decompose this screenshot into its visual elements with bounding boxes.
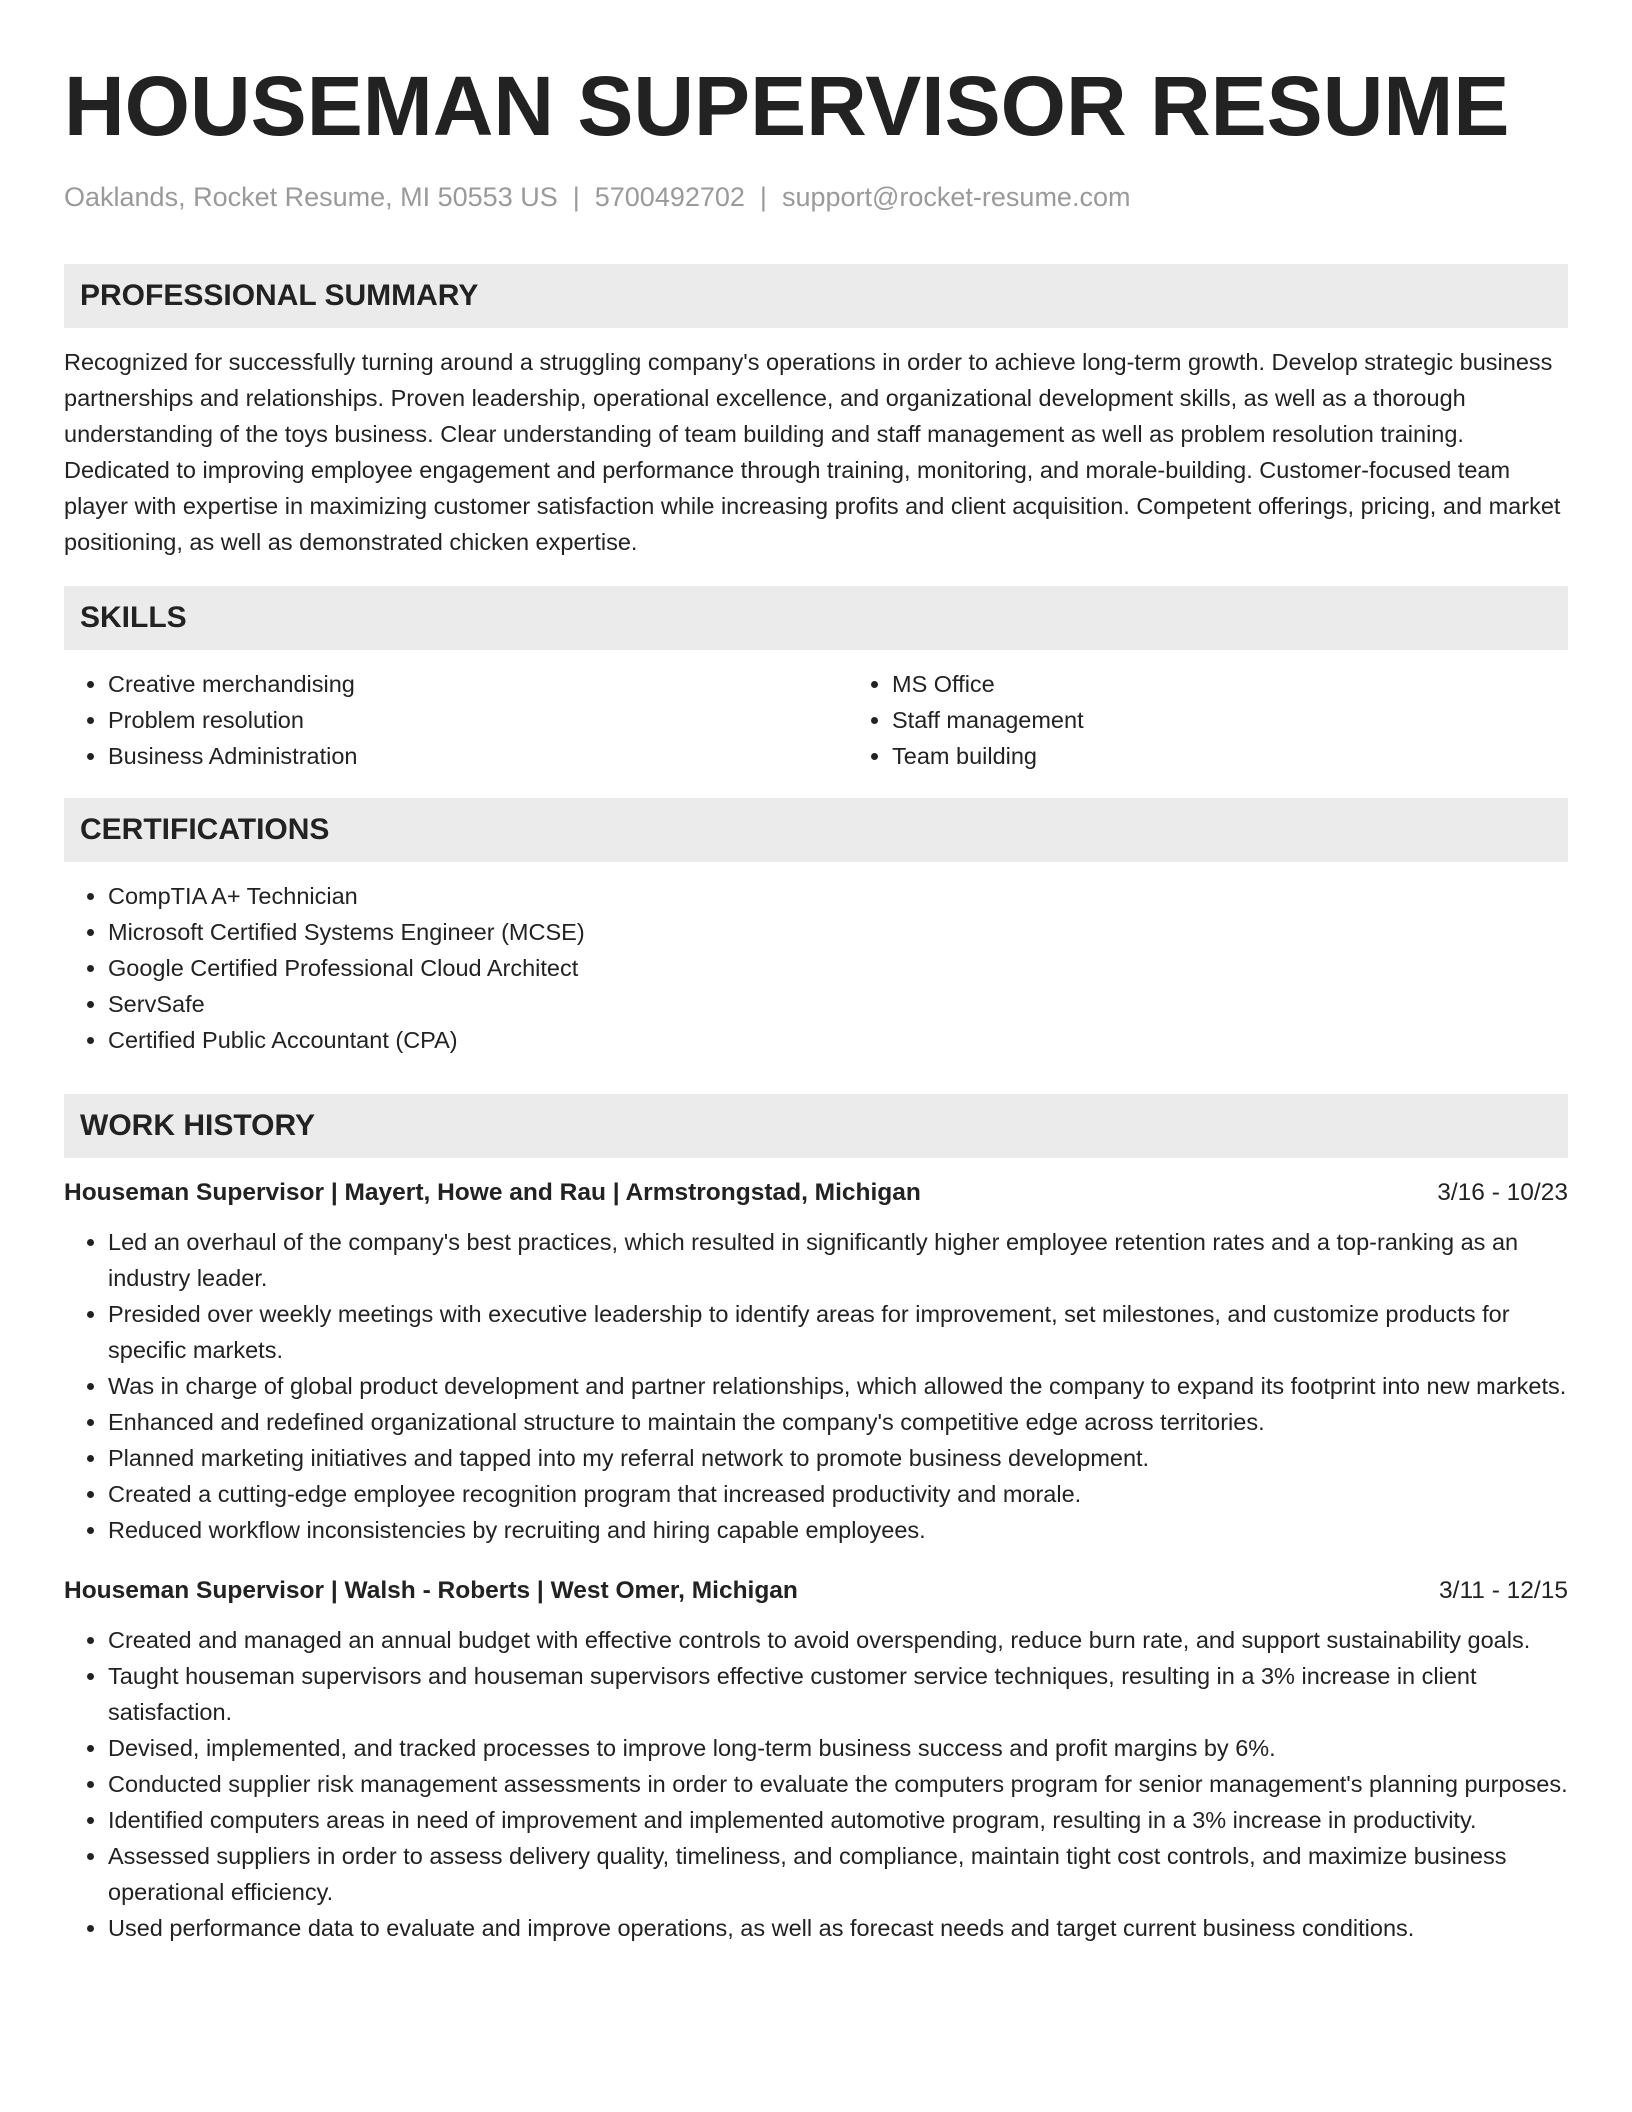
summary-section-header <box>64 264 1568 328</box>
job-bullet: • Enhanced and redefined organizational structure to maintain the company's competitive edge across territories. <box>108 1404 1568 1440</box>
skill-item: • Problem resolution <box>108 702 848 738</box>
job-header <box>64 1574 1568 1608</box>
summary-text: Recognized for successfully turning around a struggling company's operations in order to achieve long-term growth. Develop strategic business partnerships and relationships. Proven leadership, operational excellence, and organizational development skills, as well as a thorough understanding of the toys business. Clear understanding of team building and staff management as well as problem resolution training. Dedicated to improving employee engagement and performance through training, monitoring, and morale-building. Customer-focused team player with expertise in maximizing customer satisfaction while increasing profits and client acquisition. Competent offerings, pricing, and market positioning, as well as demonstrated chicken expertise. <box>64 349 1561 555</box>
certification-item: • Microsoft Certified Systems Engineer (MCSE) <box>108 914 1568 950</box>
job-entry <box>64 1574 1568 1946</box>
certification-item: • ServSafe <box>108 986 1568 1022</box>
job-bullets <box>64 1224 1568 1548</box>
certification-item: • Google Certified Professional Cloud Architect <box>108 950 1568 986</box>
summary-heading: PROFESSIONAL SUMMARY <box>80 279 479 312</box>
skill-item: • Business Administration <box>108 738 848 774</box>
skill-item: • Creative merchandising <box>108 666 848 702</box>
contact-address: Oaklands, Rocket Resume, MI 50553 US <box>64 182 558 212</box>
work-history-heading: WORK HISTORY <box>80 1109 316 1142</box>
certifications-heading: CERTIFICATIONS <box>80 813 330 846</box>
skill-item: • Team building <box>892 738 1568 774</box>
job-bullet: • Presided over weekly meetings with executive leadership to identify areas for improvement, set milestones, and customize products for specific markets. <box>108 1296 1568 1368</box>
resume-title: HOUSEMAN SUPERVISOR RESUME <box>64 59 1510 153</box>
skill-item: • Staff management <box>892 702 1568 738</box>
certifications-section-header <box>64 798 1568 862</box>
job-title-line: Houseman Supervisor | Walsh - Roberts | West Omer, Michigan <box>64 1577 798 1604</box>
contact-email: support@rocket-resume.com <box>781 182 1131 212</box>
job-bullet: • Conducted supplier risk management assessments in order to evaluate the computers program for senior management's planning purposes. <box>108 1766 1568 1802</box>
job-bullet: • Led an overhaul of the company's best practices, which resulted in significantly higher employee retention rates and a top-ranking as an industry leader. <box>108 1224 1568 1296</box>
skills-section-header <box>64 586 1568 650</box>
skills-list <box>64 666 1568 774</box>
job-bullets <box>64 1622 1568 1946</box>
job-bullet: • Created and managed an annual budget with effective controls to avoid overspending, reduce burn rate, and support sustainability goals. <box>108 1622 1568 1658</box>
job-bullet: • Was in charge of global product development and partner relationships, which allowed the company to expand its footprint into new markets. <box>108 1368 1568 1404</box>
job-header <box>64 1176 1568 1210</box>
certification-item: • CompTIA A+ Technician <box>108 878 1568 914</box>
contact-separator: | <box>759 182 767 212</box>
skills-heading: SKILLS <box>80 601 187 634</box>
skills-column-right <box>848 666 1568 774</box>
certification-item: • Certified Public Accountant (CPA) <box>108 1022 1568 1058</box>
job-dates: 3/11 - 12/15 <box>1439 1577 1568 1604</box>
job-bullet: • Created a cutting-edge employee recognition program that increased productivity and morale. <box>108 1476 1568 1512</box>
skills-column-left <box>64 666 848 774</box>
job-bullet: • Devised, implemented, and tracked processes to improve long-term business success and profit margins by 6%. <box>108 1730 1568 1766</box>
work-history-section-header <box>64 1094 1568 1158</box>
skill-item: • MS Office <box>892 666 1568 702</box>
contact-line <box>64 180 1568 214</box>
job-title-line: Houseman Supervisor | Mayert, Howe and Rau | Armstrongstad, Michigan <box>64 1179 921 1206</box>
job-bullet: • Identified computers areas in need of improvement and implemented automotive program, resulting in a 3% increase in productivity. <box>108 1802 1568 1838</box>
job-entry <box>64 1176 1568 1548</box>
certifications-list <box>64 878 1568 1058</box>
job-bullet: • Planned marketing initiatives and tapped into my referral network to promote business development. <box>108 1440 1568 1476</box>
job-bullet: • Assessed suppliers in order to assess delivery quality, timeliness, and compliance, maintain tight cost controls, and maximize business operational efficiency. <box>108 1838 1568 1910</box>
job-bullet: • Taught houseman supervisors and houseman supervisors effective customer service techniques, resulting in a 3% increase in client satisfaction. <box>108 1658 1568 1730</box>
job-dates: 3/16 - 10/23 <box>1437 1179 1568 1206</box>
job-bullet: • Used performance data to evaluate and improve operations, as well as forecast needs and target current business conditions. <box>108 1910 1568 1946</box>
job-bullet: • Reduced workflow inconsistencies by recruiting and hiring capable employees. <box>108 1512 1568 1548</box>
contact-separator: | <box>572 182 580 212</box>
contact-phone: 5700492702 <box>594 182 745 212</box>
